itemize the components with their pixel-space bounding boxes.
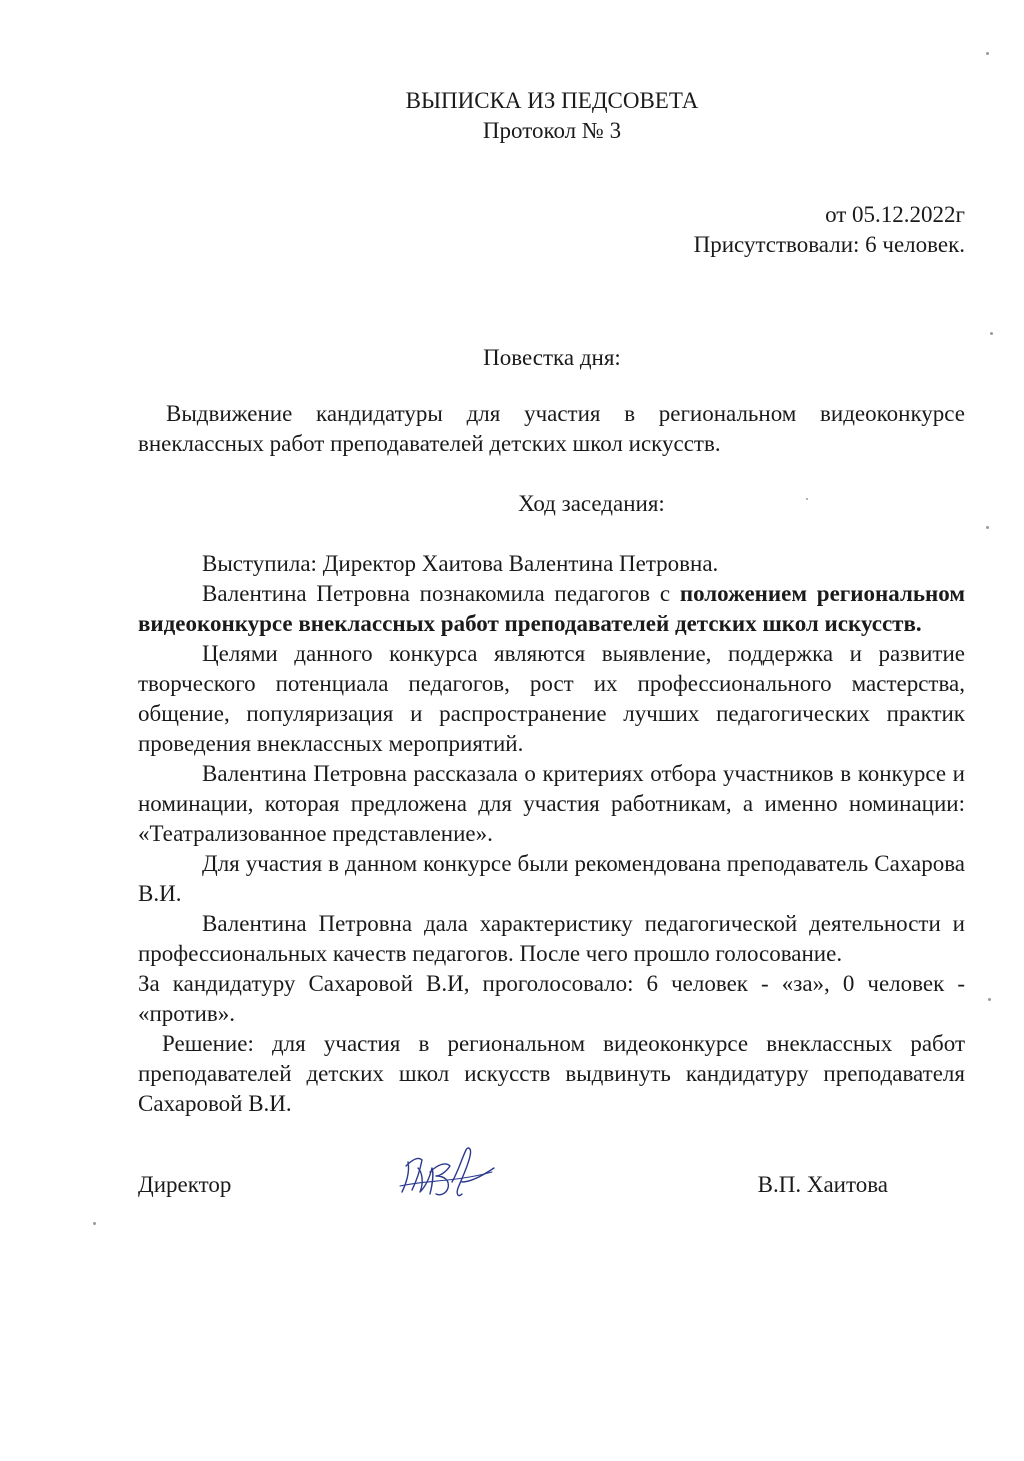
decision-paragraph: Решение: для участия в региональном видеоконкурсе внеклассных работ преподавателей детских школ искусств выдвинуть кандидатуру преподавателя Сахаровой В.И. [138, 1031, 965, 1116]
signature-row [138, 1170, 888, 1210]
intro-bold-text: положением региональном видеоконкурсе внеклассных работ преподавателей детских школ искусств. [138, 581, 965, 636]
agenda-heading: Повестка дня: [483, 345, 621, 370]
signer-name: В.П. Хаитова [757, 1172, 888, 1197]
document-header [0, 86, 1024, 146]
attendance: Присутствовали: 6 человек. [693, 232, 965, 257]
agenda-text: Выдвижение кандидатуры для участия в региональном видеоконкурсе внеклассных работ преподавателей детских школ искусств. [138, 401, 965, 456]
scan-speck [988, 998, 991, 1001]
goals-paragraph: Целями данного конкурса являются выявление, поддержка и развитие творческого потенциала педагогов, рост их профессионального мастерства, общение, популяризация и распространение лучших педагогических практик проведения внеклассных мероприятий. [138, 641, 965, 756]
document-title: ВЫПИСКА ИЗ ПЕДСОВЕТА [405, 88, 699, 113]
document-body [138, 399, 965, 1119]
scan-speck [93, 1222, 96, 1225]
scan-speck [806, 498, 808, 500]
intro-plain-text: Валентина Петровна познакомила педагогов с [202, 581, 680, 606]
characteristic-paragraph: Валентина Петровна дала характеристику педагогической деятельности и профессиональных качеств педагогов. После чего прошло голосование. [138, 911, 965, 966]
speaker-paragraph: Выступила: Директор Хаитова Валентина Петровна. [202, 551, 719, 576]
signer-position: Директор [138, 1172, 232, 1197]
scan-speck [990, 332, 993, 335]
handwritten-signature [396, 1142, 506, 1206]
vote-paragraph: За кандидатуру Сахаровой В.И, проголосовало: 6 человек - «за», 0 человек - «против». [138, 971, 965, 1026]
scan-speck [986, 52, 989, 55]
signature-stroke [402, 1148, 494, 1196]
meeting-date: от 05.12.2022г [825, 202, 965, 227]
intro-paragraph [138, 579, 965, 639]
criteria-paragraph: Валентина Петровна рассказала о критериях отбора участников в конкурсе и номинации, которая предложена для участия работникам, а именно номинации: «Театрализованное представление». [138, 761, 965, 846]
protocol-number: Протокол № 3 [482, 118, 622, 143]
scan-speck [986, 526, 989, 529]
proceedings-heading: Ход заседания: [518, 491, 665, 516]
meeting-meta [694, 200, 965, 260]
recommendation-paragraph: Для участия в данном конкурсе были рекомендована преподаватель Сахарова В.И. [138, 851, 965, 906]
